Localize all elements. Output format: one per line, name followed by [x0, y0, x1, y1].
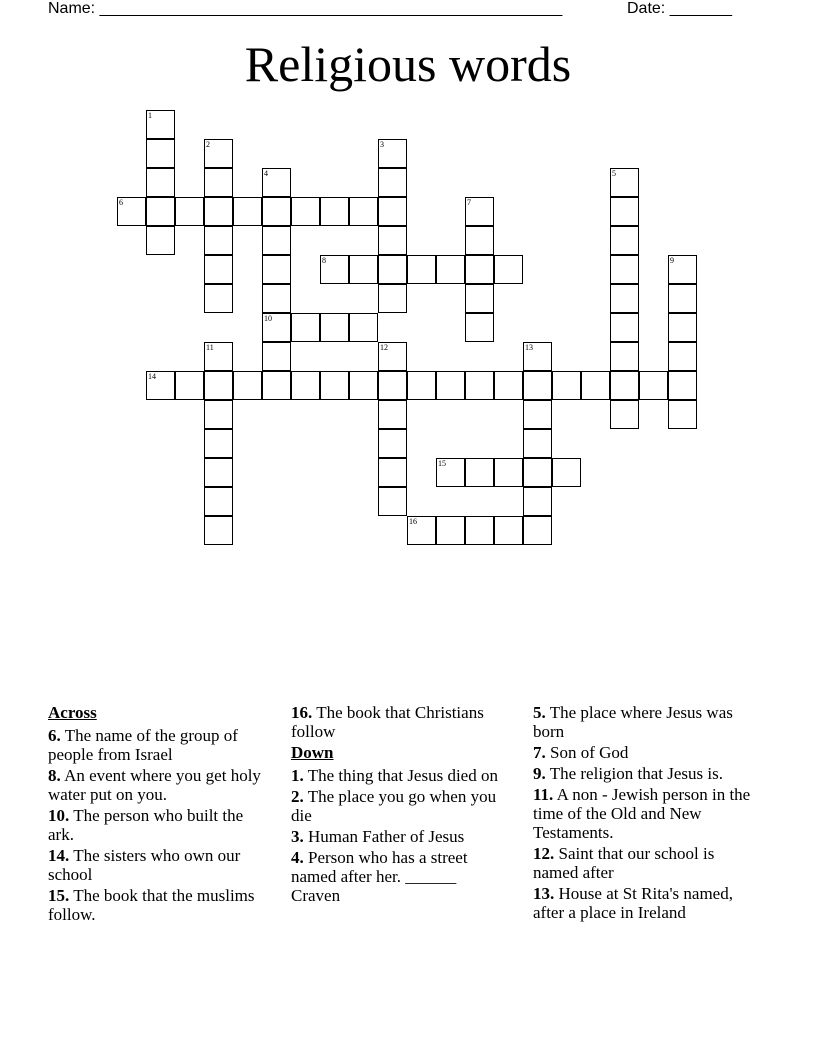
crossword-cell[interactable]	[204, 487, 233, 516]
crossword-cell[interactable]	[262, 284, 291, 313]
crossword-cell[interactable]	[523, 458, 552, 487]
clue-down-3: 3. Human Father of Jesus	[291, 827, 465, 846]
clue-down-4: 4. Person who has a street named after her. ______ Craven	[291, 848, 468, 905]
crossword-cell[interactable]	[494, 371, 523, 400]
clue-number: 12	[380, 343, 388, 352]
clue-number: 7	[467, 198, 471, 207]
crossword-cell[interactable]	[610, 197, 639, 226]
crossword-cell[interactable]	[610, 226, 639, 255]
clue-down-12: 12. Saint that our school is named after	[533, 844, 715, 882]
crossword-cell[interactable]	[552, 458, 581, 487]
crossword-cell[interactable]	[668, 255, 697, 284]
crossword-cell[interactable]	[407, 516, 436, 545]
crossword-cell[interactable]	[378, 371, 407, 400]
crossword-cell[interactable]	[523, 342, 552, 371]
crossword-cell[interactable]	[610, 168, 639, 197]
crossword-cell[interactable]	[407, 255, 436, 284]
crossword-cell[interactable]	[320, 255, 349, 284]
crossword-cell[interactable]	[581, 371, 610, 400]
crossword-cell[interactable]	[262, 371, 291, 400]
crossword-cell[interactable]	[175, 197, 204, 226]
crossword-cell[interactable]	[378, 284, 407, 313]
crossword-cell[interactable]	[378, 255, 407, 284]
crossword-cell[interactable]	[639, 371, 668, 400]
crossword-cell[interactable]	[668, 371, 697, 400]
crossword-cell[interactable]	[494, 255, 523, 284]
crossword-cell[interactable]	[233, 371, 262, 400]
crossword-cell[interactable]	[610, 284, 639, 313]
crossword-cell[interactable]	[552, 371, 581, 400]
clue-down-1: 1. The thing that Jesus died on	[291, 766, 498, 785]
crossword-cell[interactable]	[465, 197, 494, 226]
crossword-cell[interactable]	[668, 342, 697, 371]
clue-number: 3	[380, 140, 384, 149]
crossword-cell[interactable]	[436, 516, 465, 545]
crossword-cell[interactable]	[349, 313, 378, 342]
crossword-cell[interactable]	[146, 371, 175, 400]
crossword-cell[interactable]	[436, 371, 465, 400]
clue-down-11: 11. A non - Jewish person in the time of the Old and New Testaments.	[533, 785, 751, 842]
crossword-cell[interactable]	[668, 400, 697, 429]
clue-number: 2	[206, 140, 210, 149]
crossword-cell[interactable]	[291, 313, 320, 342]
crossword-cell[interactable]	[146, 226, 175, 255]
crossword-cell[interactable]	[262, 255, 291, 284]
crossword-cell[interactable]	[436, 255, 465, 284]
clue-number: 10	[264, 314, 272, 323]
crossword-cell[interactable]	[291, 197, 320, 226]
clue-number: 14	[148, 372, 156, 381]
crossword-cell[interactable]	[233, 197, 262, 226]
crossword-cell[interactable]	[494, 458, 523, 487]
clue-down-9: 9. The religion that Jesus is.	[533, 764, 723, 783]
crossword-cell[interactable]	[349, 371, 378, 400]
clue-column-3	[533, 703, 751, 924]
crossword-cell[interactable]	[523, 487, 552, 516]
crossword-cell[interactable]	[465, 284, 494, 313]
clue-column-2	[291, 703, 509, 907]
clue-across-15: 15. The book that the muslims follow.	[48, 886, 255, 924]
crossword-cell[interactable]	[523, 371, 552, 400]
crossword-cell[interactable]	[175, 371, 204, 400]
clue-column-1	[48, 703, 266, 926]
crossword-cell[interactable]	[349, 197, 378, 226]
crossword-cell[interactable]	[117, 197, 146, 226]
clue-across-8: 8. An event where you get holy water put on you.	[48, 766, 261, 804]
crossword-cell[interactable]	[610, 342, 639, 371]
date-field-label: Date: _______	[627, 0, 732, 17]
crossword-cell[interactable]	[146, 168, 175, 197]
clue-number: 9	[670, 256, 674, 265]
clue-down-7: 7. Son of God	[533, 743, 629, 762]
crossword-cell[interactable]	[610, 313, 639, 342]
down-heading: Down	[291, 743, 334, 762]
crossword-cell[interactable]	[378, 429, 407, 458]
clue-across-6: 6. The name of the group of people from Israel	[48, 726, 238, 764]
crossword-cell[interactable]	[378, 342, 407, 371]
crossword-cell[interactable]	[262, 313, 291, 342]
crossword-cell[interactable]	[378, 139, 407, 168]
crossword-cell[interactable]	[378, 487, 407, 516]
clue-number: 13	[525, 343, 533, 352]
crossword-cell[interactable]	[204, 226, 233, 255]
crossword-cell[interactable]	[523, 400, 552, 429]
clue-number: 8	[322, 256, 326, 265]
crossword-cell[interactable]	[436, 458, 465, 487]
crossword-cell[interactable]	[262, 168, 291, 197]
crossword-cell[interactable]	[262, 342, 291, 371]
crossword-cell[interactable]	[465, 371, 494, 400]
crossword-cell[interactable]	[204, 168, 233, 197]
clue-across-16: 16. The book that Christians follow	[291, 703, 484, 741]
clue-across-14: 14. The sisters who own our school	[48, 846, 241, 884]
crossword-cell[interactable]	[668, 313, 697, 342]
crossword-cell[interactable]	[378, 168, 407, 197]
crossword-cell[interactable]	[465, 226, 494, 255]
crossword-cell[interactable]	[204, 516, 233, 545]
crossword-cell[interactable]	[378, 226, 407, 255]
clue-number: 6	[119, 198, 123, 207]
crossword-cell[interactable]	[262, 226, 291, 255]
clue-number: 15	[438, 459, 446, 468]
crossword-cell[interactable]	[204, 139, 233, 168]
clue-number: 5	[612, 169, 616, 178]
page-title: Religious words	[244, 36, 572, 92]
crossword-cell[interactable]	[204, 400, 233, 429]
clue-number: 4	[264, 169, 268, 178]
crossword-cell[interactable]	[320, 197, 349, 226]
clue-number: 1	[148, 111, 152, 120]
crossword-cell[interactable]	[262, 197, 291, 226]
clue-number: 11	[206, 343, 214, 352]
crossword-cell[interactable]	[146, 110, 175, 139]
crossword-cell[interactable]	[465, 313, 494, 342]
crossword-cell[interactable]	[291, 371, 320, 400]
crossword-cell[interactable]	[349, 255, 378, 284]
crossword-cell[interactable]	[204, 284, 233, 313]
clue-number: 16	[409, 517, 417, 526]
clue-down-13: 13. House at St Rita's named, after a place in Ireland	[533, 884, 733, 922]
clue-across-10: 10. The person who built the ark.	[48, 806, 244, 844]
crossword-cell[interactable]	[320, 371, 349, 400]
crossword-cell[interactable]	[494, 516, 523, 545]
name-field-label: Name: ____________________________________________________	[48, 0, 563, 17]
crossword-cell[interactable]	[204, 255, 233, 284]
crossword-cell[interactable]	[204, 371, 233, 400]
crossword-cell[interactable]	[610, 400, 639, 429]
crossword-cell[interactable]	[204, 197, 233, 226]
crossword-cell[interactable]	[407, 371, 436, 400]
clue-down-5: 5. The place where Jesus was born	[533, 703, 733, 741]
crossword-cell[interactable]	[320, 313, 349, 342]
crossword-cell[interactable]	[523, 429, 552, 458]
crossword-cell[interactable]	[378, 400, 407, 429]
clue-down-2: 2. The place you go when you die	[291, 787, 497, 825]
crossword-cell[interactable]	[204, 342, 233, 371]
crossword-cell[interactable]	[204, 429, 233, 458]
across-heading: Across	[48, 703, 97, 722]
crossword-cell[interactable]	[146, 139, 175, 168]
crossword-cell[interactable]	[465, 516, 494, 545]
crossword-cell[interactable]	[146, 197, 175, 226]
crossword-cell[interactable]	[610, 371, 639, 400]
crossword-cell[interactable]	[668, 284, 697, 313]
crossword-cell[interactable]	[465, 458, 494, 487]
crossword-cell[interactable]	[204, 458, 233, 487]
crossword-cell[interactable]	[378, 197, 407, 226]
crossword-cell[interactable]	[523, 516, 552, 545]
crossword-cell[interactable]	[465, 255, 494, 284]
crossword-cell[interactable]	[610, 255, 639, 284]
crossword-cell[interactable]	[378, 458, 407, 487]
